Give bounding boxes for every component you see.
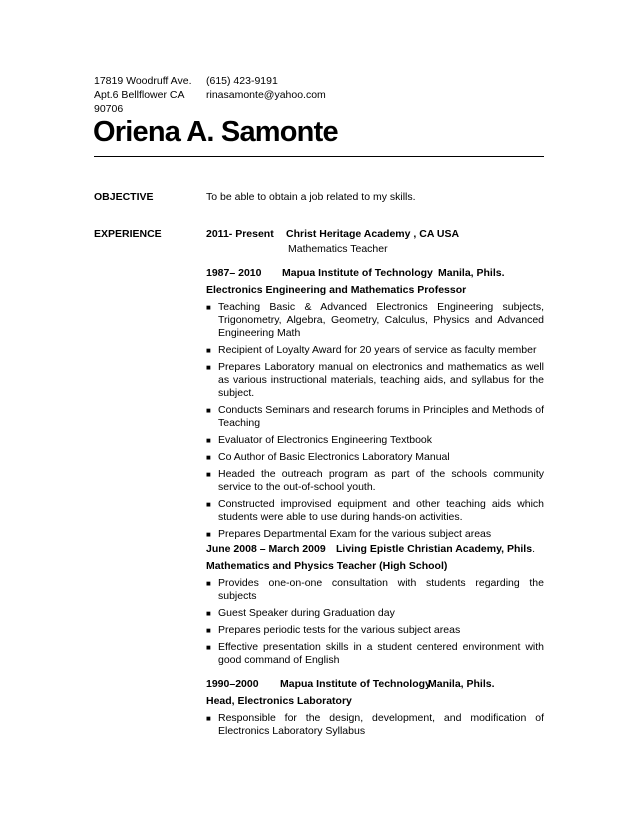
job-title: Head, Electronics Laboratory xyxy=(206,695,352,707)
bullet-text: Conducts Seminars and research forums in Principles and Methods of Teaching xyxy=(218,404,544,429)
job-dates: 2011- Present xyxy=(206,228,274,240)
job-entry xyxy=(206,267,544,545)
bullet-item xyxy=(206,301,544,340)
bullet-square-icon: ■ xyxy=(206,346,211,355)
bullet-square-icon: ■ xyxy=(206,530,211,539)
job-organization: Mapua Institute of Technology xyxy=(282,267,433,279)
bullet-item xyxy=(206,641,544,667)
experience-label: EXPERIENCE xyxy=(94,228,162,240)
bullet-square-icon: ■ xyxy=(206,303,211,312)
job-subtitle: Mathematics Teacher xyxy=(288,243,388,255)
header-divider xyxy=(94,156,544,157)
bullet-square-icon: ■ xyxy=(206,470,211,479)
bullet-item xyxy=(206,451,544,464)
job-entry xyxy=(206,228,544,256)
bullet-item xyxy=(206,712,544,738)
bullet-text: Prepares periodic tests for the various subject areas xyxy=(218,624,461,636)
job-organization: Christ Heritage Academy , CA USA xyxy=(286,228,460,240)
job-bullets xyxy=(206,712,544,738)
applicant-name: Oriena A. Samonte xyxy=(93,116,338,148)
bullet-text: Evaluator of Electronics Engineering Textbook xyxy=(218,434,433,446)
job-entry xyxy=(206,678,544,742)
address-line-2: Apt.6 Bellflower CA xyxy=(94,89,185,101)
job-header xyxy=(206,678,544,691)
bullet-text: Guest Speaker during Graduation day xyxy=(218,607,395,619)
bullet-item xyxy=(206,468,544,494)
bullet-square-icon: ■ xyxy=(206,609,211,618)
address-line-1: 17819 Woodruff Ave. xyxy=(94,75,192,87)
bullet-text: Co Author of Basic Electronics Laboratory Manual xyxy=(218,451,450,463)
job-title: Electronics Engineering and Mathematics Professor xyxy=(206,284,467,296)
bullet-item xyxy=(206,434,544,447)
job-organization: Living Epistle Christian Academy, Phils xyxy=(336,543,533,555)
phone-number: (615) 423-9191 xyxy=(206,75,278,87)
bullet-text: Recipient of Loyalty Award for 20 years of service as faculty member xyxy=(218,344,537,356)
bullet-item xyxy=(206,404,544,430)
job-dates: June 2008 – March 2009 xyxy=(206,543,326,555)
job-dates: 1987– 2010 xyxy=(206,267,262,279)
bullet-text: Prepares Departmental Exam for the various subject areas xyxy=(218,528,492,540)
bullet-square-icon: ■ xyxy=(206,579,211,588)
job-entry xyxy=(206,543,544,671)
bullet-item xyxy=(206,344,544,357)
job-title: Mathematics and Physics Teacher (High School) xyxy=(206,560,448,572)
job-organization: Mapua Institute of Technology xyxy=(280,678,431,690)
job-header xyxy=(206,543,544,556)
bullet-item xyxy=(206,361,544,400)
bullet-text: Prepares Laboratory manual on electronics and mathematics as well as various instructional materials, teaching aids, and syllabus for the subject. xyxy=(218,361,544,399)
objective-label: OBJECTIVE xyxy=(94,191,154,203)
job-header xyxy=(206,228,544,241)
bullet-item xyxy=(206,624,544,637)
bullet-text: Provides one-on-one consultation with students regarding the subjects xyxy=(218,577,544,602)
job-location: . xyxy=(532,543,535,555)
address-block xyxy=(94,74,192,116)
job-bullets xyxy=(206,577,544,667)
bullet-item xyxy=(206,528,544,541)
bullet-square-icon: ■ xyxy=(206,436,211,445)
bullet-text: Teaching Basic & Advanced Electronics Engineering subjects, Trigonometry, Algebra, Geometry, Calculus, Physics and Advanced Engineering Math xyxy=(218,301,544,339)
bullet-square-icon: ■ xyxy=(206,453,211,462)
bullet-item xyxy=(206,498,544,524)
bullet-square-icon: ■ xyxy=(206,406,211,415)
job-location: Manila, Phils. xyxy=(428,678,495,690)
bullet-square-icon: ■ xyxy=(206,626,211,635)
job-header xyxy=(206,267,544,280)
job-dates: 1990–2000 xyxy=(206,678,259,690)
bullet-square-icon: ■ xyxy=(206,643,211,652)
objective-text: To be able to obtain a job related to my skills. xyxy=(206,191,416,203)
bullet-item xyxy=(206,577,544,603)
bullet-text: Headed the outreach program as part of the schools community service to the out-of-school youth. xyxy=(218,468,544,493)
bullet-item xyxy=(206,607,544,620)
bullet-square-icon: ■ xyxy=(206,500,211,509)
bullet-text: Constructed improvised equipment and other teaching aids which students were able to use during hands-on activities. xyxy=(218,498,544,523)
job-location: Manila, Phils. xyxy=(438,267,505,279)
bullet-text: Effective presentation skills in a student centered environment with good command of English xyxy=(218,641,544,666)
email-address: rinasamonte@yahoo.com xyxy=(206,89,326,101)
address-line-3: 90706 xyxy=(94,103,124,115)
job-bullets xyxy=(206,301,544,541)
bullet-square-icon: ■ xyxy=(206,363,211,372)
bullet-text: Responsible for the design, development, and modification of Electronics Laboratory Syllabus xyxy=(218,712,544,737)
bullet-square-icon: ■ xyxy=(206,714,211,723)
contact-block xyxy=(206,74,326,102)
